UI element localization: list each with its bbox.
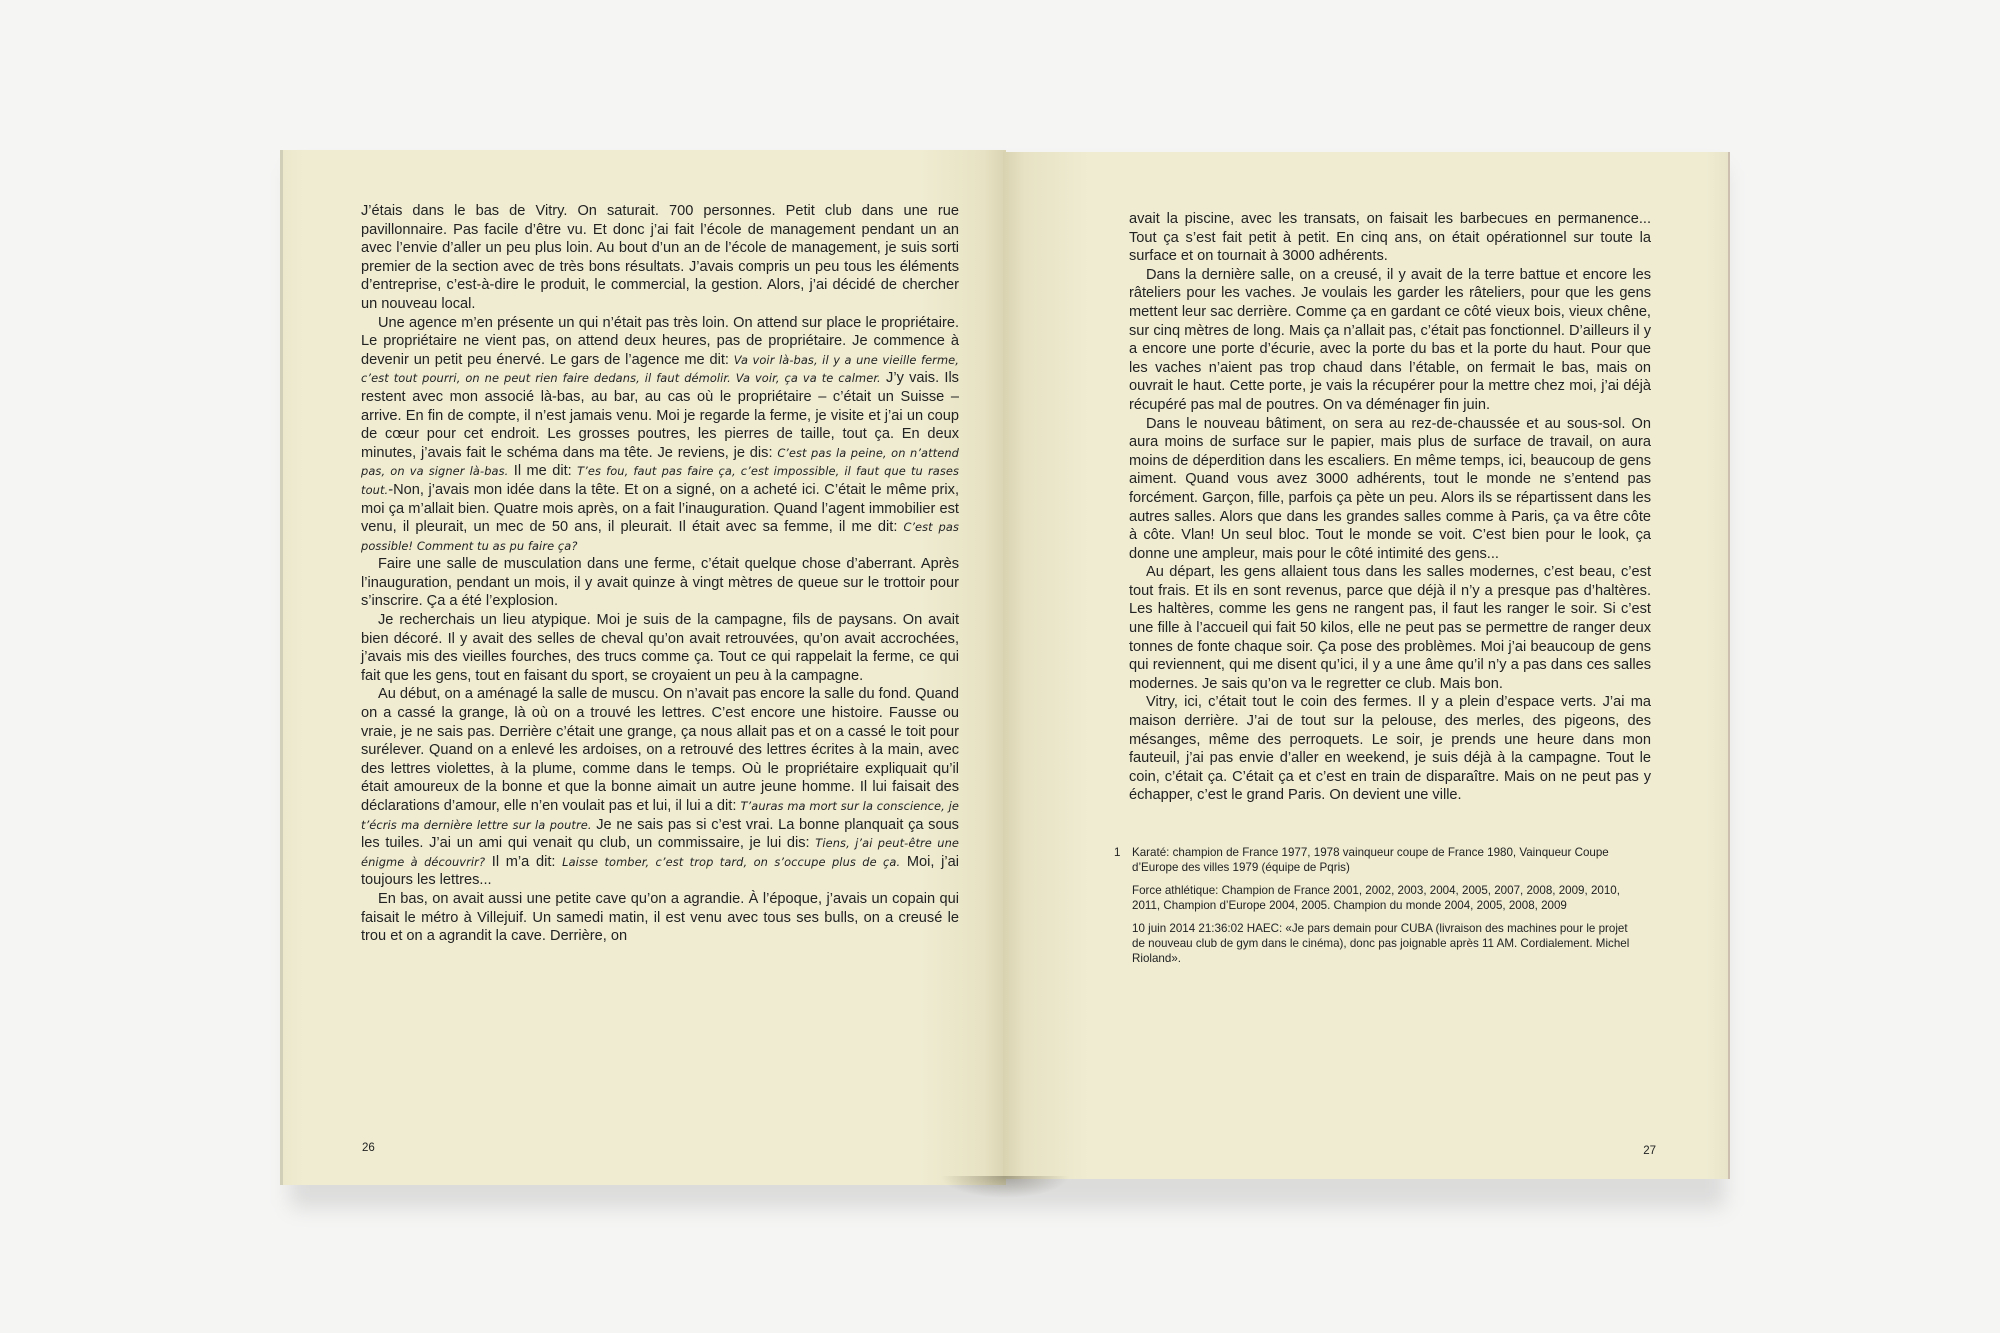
paragraph-text: J’étais dans le bas de Vitry. On saturait. 700 personnes. Petit club dans une rue pavillonnaire. Pas facile d’être vu. Et donc j’ai fait l’école de management pendant un an avec l’envie d’aller un peu plus loin. Au bout d’un an de l’école de management, je suis sorti premier de la section avec de très bons résultats. J’avais compris un peu tous les éléments d’entreprise, c’est-à-dire le produit, le commercial, la gestion. Alors, j’ai décidé de chercher un nouveau local. xyxy=(361,203,959,312)
body-paragraph xyxy=(1129,415,1651,564)
quoted-speech: Tiens, j’ai peut-être une énigme à découvrir? xyxy=(361,836,959,869)
right-page-number: 27 xyxy=(1643,1145,1656,1157)
footnote-text: Force athlétique: Champion de France 2001, 2002, 2003, 2004, 2005, 2007, 2008, 2009, 2010, 2011, Champion d’Europe 2004, 2005. Champion du monde 2004, 2005, 2008, 2009 xyxy=(1132,883,1620,913)
paragraph-text: Faire une salle de musculation dans une ferme, c’était quelque chose d’aberrant. Après l’inauguration, pendant un mois, il y avait quinze à vingt mètres de queue sur le trottoir pour s’inscrire. Ça a été l’explosion. xyxy=(361,556,959,610)
quoted-speech: C’est pas possible! Comment tu as pu faire ça? xyxy=(361,520,959,553)
paragraph-text: J’y vais. Ils restent avec mon associé là-bas, au bar, au cas où le propriétaire – c’était un Suisse – arrive. En fin de compte, il n’est jamais venu. Moi je regarde la ferme, je visite et j’ai un coup de cœur pour cet endroit. Les grosses poutres, les pierres de taille, tout ça. En deux minutes, j’avais fait le schéma dans ma tête. Je reviens, je dis: xyxy=(361,370,959,461)
body-paragraph xyxy=(361,202,959,314)
footnote-number: 1 xyxy=(1114,846,1121,859)
quoted-speech: Laisse tomber, c’est trop tard, on s’occupe plus de ça. xyxy=(562,854,901,869)
paragraph-text: Une agence m’en présente un qui n’était pas très loin. On attend sur place le propriétaire. Le propriétaire ne vient pas, on attend deux heures, pas de propriétaire. Je commence à devenir un petit peu énervé. Le gars de l’agence me dit: xyxy=(361,314,959,368)
quoted-speech: T’auras ma mort sur la conscience, je t’écris ma dernière lettre sur la poutre. xyxy=(361,799,959,832)
paragraph-text: -Non, j’avais mon idée dans la tête. Et on a signé, on a acheté ici. C’était le même prix, moi ça m’allait bien. Quatre mois après, on a fait l’inauguration. Quand l’agent immobilier est venu, il pleurait, un mec de 50 ans, il pleurait. Il était avec sa femme, il me dit: xyxy=(361,481,959,536)
footnote xyxy=(1114,921,1634,967)
paragraph-text: Je recherchais un lieu atypique. Moi je suis de la campagne, fils de paysans. On avait bien décoré. Il y avait des selles de cheval qu’on avait retrouvées, qu’on avait accrochées, j’avais mis des vieilles fourches, des trucs comme ça. Tout ce qui rappelait la ferme, ce qui fait que les gens, tout en faisant du sport, se croyaient un peu à la campagne. xyxy=(361,612,959,684)
paragraph-text: avait la piscine, avec les transats, on faisait les barbecues en permanence... Tout ça s’est fait petit à petit. En cinq ans, on était opérationnel sur toute la surface et on tournait à 3000 adhérents. xyxy=(1129,211,1651,265)
paragraph-text: Dans la dernière salle, on a creusé, il y avait de la terre battue et encore les râteliers pour les vaches. Je voulais les garder les râteliers, pour que les gens mettent leur sac derrière. Comme ça en gardant ce côté vieux bois, vieux chêne, sur cinq mètres de long. Mais ça n’allait pas, c’était pas fonctionnel. D’ailleurs il y a encore une porte d’écurie, avec la porte du bas et la porte du haut. Pour que les vaches n’aient pas trop chaud dans l’étable, on fermait le bas, mais on ouvrait le haut. Cette porte, je vais la récupérer pour la mettre chez moi, j’ai déjà récupéré pas mal de poutres. On va déménager fin juin. xyxy=(1129,266,1651,413)
paragraph-text: Je ne sais pas si c’est vrai. La bonne planquait ça sous les tuiles. J’ai un ami qui venait qu club, un commissaire, je lui dis: xyxy=(361,816,959,852)
footnotes xyxy=(1114,845,1634,974)
paragraph-text: Au début, on a aménagé la salle de muscu. On n’avait pas encore la salle du fond. Quand on a cassé la grange, là où on a trouvé les lettres. C’est encore une histoire. Fausse ou vraie, je ne sais pas. Derrière c’était une grange, ça nous allait pas et on a cassé le toit pour surélever. Quand on a enlevé les ardoises, on a retrouvé des lettres écrites à la main, avec des lettres violettes, à la plume, comme dans le temps. Où le propriétaire expliquait qu’il était amoureux de la bonne et que la bonne aimait un autre jeune homme. Il lui faisait des déclarations d’amour, elle n’en voulait pas et lui, il lui a dit: xyxy=(361,686,959,814)
body-paragraph xyxy=(361,685,959,890)
paragraph-text: Moi, j’ai toujours les lettres... xyxy=(361,853,959,889)
body-paragraph xyxy=(361,890,959,946)
right-page-text-column xyxy=(1129,210,1651,805)
footnote-text: Karaté: champion de France 1977, 1978 vainqueur coupe de France 1980, Vainqueur Coupe d’Europe des villes 1979 (équipe de Pqris) xyxy=(1132,846,1609,875)
right-page xyxy=(1003,152,1730,1179)
left-page xyxy=(280,150,1006,1185)
spine-shadow xyxy=(940,1176,1070,1198)
paragraph-text: Vitry, ici, c’était tout le coin des fermes. Il y a plein d’espace verts. J’ai ma maison derrière. J’ai de tout sur la pelouse, des merles, des pigeons, des mésanges, même des perroquets. Le soir, je prends une heure dans mon fauteuil, j’ai pas envie d’aller en weekend, je suis déjà à la campagne. Tout le coin, c’était ça. C’était ça et c’est en train de disparaître. Mais on ne peut pas y échapper, c’est le grand Paris. On devient une ville. xyxy=(1129,694,1651,804)
paragraph-text: Dans le nouveau bâtiment, on sera au rez-de-chaussée et au sous-sol. On aura moins de surface sur le papier, mais plus de surface de travail, on aura moins de déperdition dans les escaliers. En même temps, ici, beaucoup de gens aiment. Quand vous avez 3000 adhérents, tout le monde ne s’entend pas forcément. Garçon, fille, parfois ça pète un peu. Alors ils se répartissent dans les autres salles. Alors que dans les grandes salles comme à Paris, ça va être côte à côte. Vlan! Un seul bloc. Tout le monde se voit. C’est bien pour le look, ça donne une ampleur, mais pour le côté intimité des gens... xyxy=(1129,415,1651,562)
footnote xyxy=(1114,845,1634,876)
quoted-speech: Va voir là-bas, il y a une vieille ferme, c’est tout pourri, on ne peut rien faire dedans, il faut démolir. Va voir, ça va te calmer. xyxy=(361,352,959,386)
footnote xyxy=(1114,883,1634,914)
quoted-speech: C’est pas la peine, on n’attend pas, on va signer là-bas. xyxy=(361,445,960,479)
footnote-text: 10 juin 2014 21:36:02 HAEC: «Je pars demain pour CUBA (livraison des machines pour le projet de nouveau club de gym dans le cinéma), donc pas joignable après 11 AM. Cordialement. Michel Rioland». xyxy=(1132,921,1630,966)
body-paragraph xyxy=(1129,693,1651,805)
paragraph-text: Il me dit: xyxy=(508,463,578,480)
body-paragraph xyxy=(1129,266,1651,415)
paragraph-text: Au départ, les gens allaient tous dans les salles modernes, c’est beau, c’est tout frais. Et ils en sont revenus, parce que déjà il n’y a presque pas d’haltères. Les haltères, comme les gens ne rangent pas, il faut les ranger le soir. Si c’est une fille à l’accueil qui fait 50 kilos, elle ne peut pas se permettre de ranger deux tonnes de fonte chaque soir. Ça pose des problèmes. Moi j’ai beaucoup de gens qui reviennent, qui me disent qu’ici, il y a une âme qu’il n’y a pas dans ces salles modernes. Je sais qu’on va le regretter ce club. Mais bon. xyxy=(1129,564,1651,692)
body-paragraph xyxy=(1129,563,1651,693)
left-page-text-column xyxy=(361,202,959,946)
paragraph-text: En bas, on avait aussi une petite cave qu’on a agrandie. À l’époque, j’avais un copain qui faisait le métro à Villejuif. Un samedi matin, il est venu avec tous ses bulls, on a creusé le trou et on a agrandit la cave. Derrière, on xyxy=(361,890,959,945)
left-page-number: 26 xyxy=(362,1142,375,1154)
body-paragraph xyxy=(361,611,959,685)
paragraph-text: Il m’a dit: xyxy=(485,853,563,870)
body-paragraph xyxy=(361,555,959,611)
body-paragraph xyxy=(361,314,959,556)
quoted-speech: T’es fou, faut pas faire ça, c’est impossible, il faut que tu rases tout. xyxy=(361,464,960,497)
body-paragraph xyxy=(1129,210,1651,266)
